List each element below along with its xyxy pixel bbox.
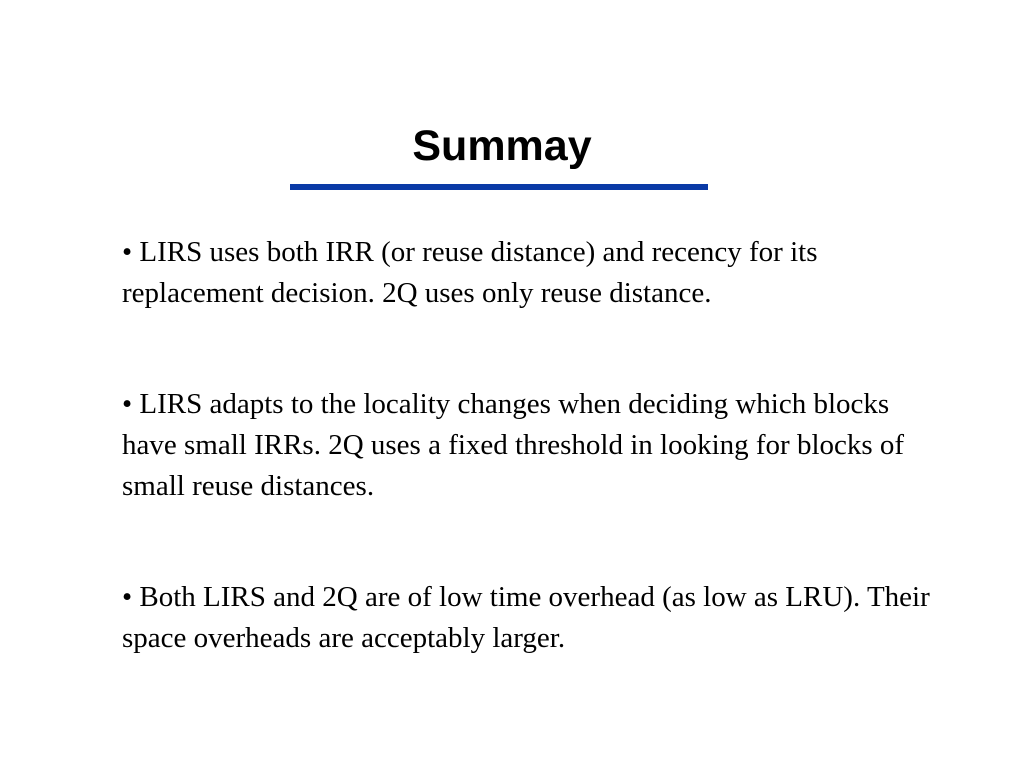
title-underline [290,184,708,190]
slide-title: Summay [412,122,592,170]
bullet-item-lirs-vs-2q-decision: • LIRS uses both IRR (or reuse distance) and recency for its replacement decision. 2Q uses only reuse distance. [122,236,818,309]
bullet-item-locality-adaptation: • LIRS adapts to the locality changes when deciding which blocks have small IRRs. 2Q uses a fixed threshold in looking for blocks of small reuse distances. [122,388,905,502]
bullet-list [122,232,942,659]
bullet-item-overhead: • Both LIRS and 2Q are of low time overhead (as low as LRU). Their space overheads are acceptably larger. [122,581,930,654]
